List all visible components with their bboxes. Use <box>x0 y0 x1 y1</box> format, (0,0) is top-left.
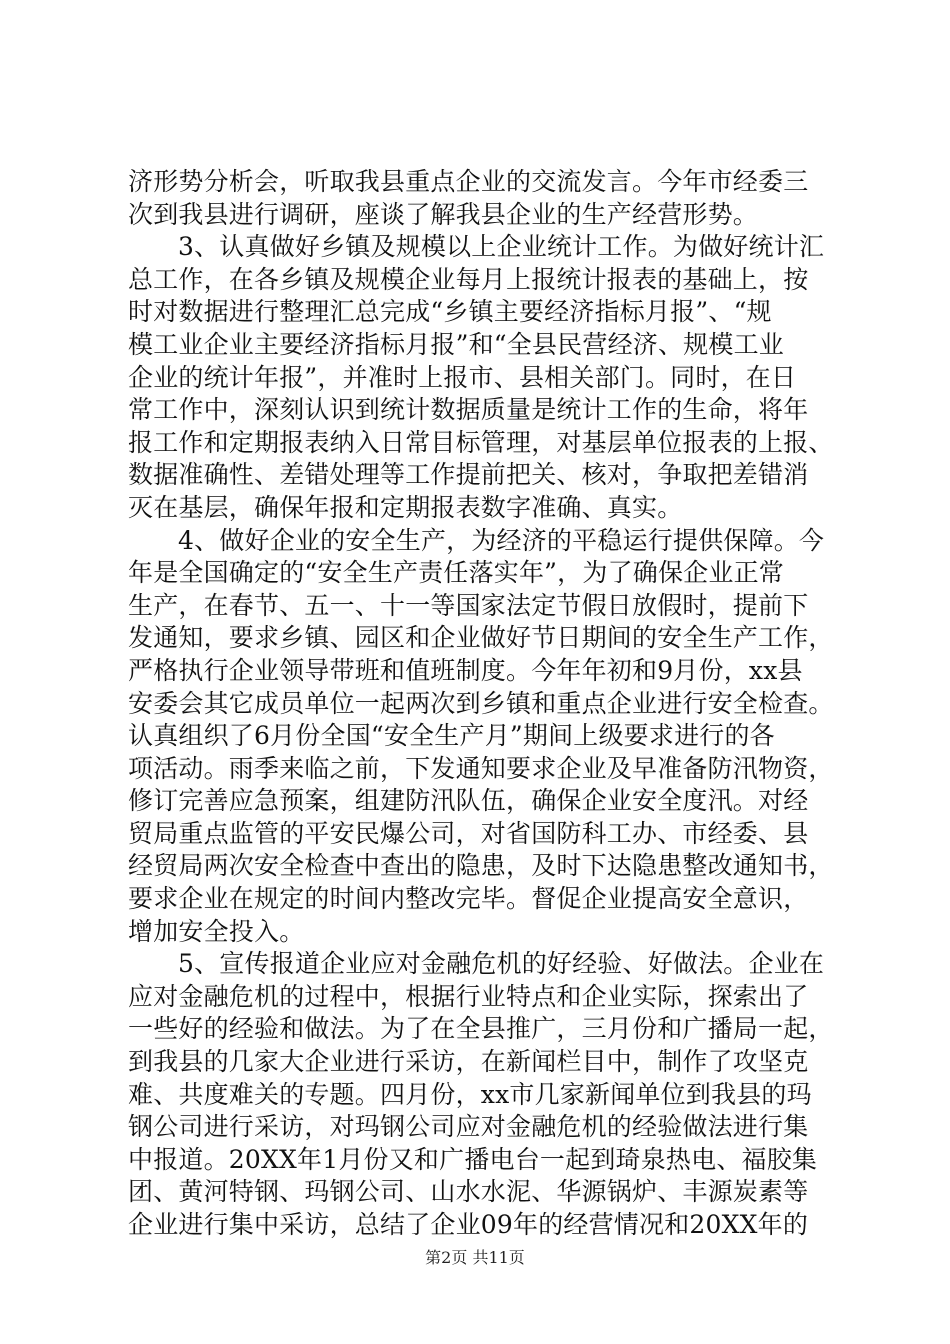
text-line: 企业进行集中采访，总结了企业09年的经营情况和20XX年的 <box>128 1210 809 1239</box>
text-line: 中报道。20XX年1月份又和广播电台一起到琦泉热电、福胶集 <box>128 1144 818 1174</box>
text-line: 3、认真做好乡镇及规模以上企业统计工作。为做好统计汇 <box>178 232 825 262</box>
text-line: 数据准确性、差错处理等工作提前把关、核对，争取把差错消 <box>128 460 809 490</box>
text-line: 企业的统计年报”，并准时上报市、县相关部门。同时，在日 <box>128 362 797 392</box>
text-line: 总工作，在各乡镇及规模企业每月上报统计报表的基础上，按 <box>128 264 809 294</box>
text-line: 年是全国确定的“安全生产责任落实年”，为了确保企业正常 <box>128 558 784 588</box>
text-line: 生产，在春节、五一、十一等国家法定节假日放假时，提前下 <box>128 590 809 620</box>
page-footer: 第2页 共11页 <box>425 1248 525 1267</box>
text-line: 修订完善应急预案，组建防汛队伍，确保企业安全度汛。对经 <box>128 786 809 816</box>
text-line: 项活动。雨季来临之前，下发通知要求企业及早准备防汛物资， <box>128 753 834 783</box>
text-line: 团、黄河特钢、玛钢公司、山水水泥、华源锅炉、丰源炭素等 <box>128 1177 809 1207</box>
text-line: 安委会其它成员单位一起两次到乡镇和重点企业进行安全检查。 <box>128 688 834 718</box>
text-line: 5、宣传报道企业应对金融危机的好经验、好做法。企业在 <box>178 949 825 979</box>
text-line: 增加安全投入。 <box>128 916 305 946</box>
text-line: 经贸局两次安全检查中查出的隐患，及时下达隐患整改通知书， <box>128 851 834 881</box>
text-line: 一些好的经验和做法。为了在全县推广，三月份和广播局一起， <box>128 1014 834 1044</box>
text-line: 报工作和定期报表纳入日常目标管理，对基层单位报表的上报、 <box>128 427 834 457</box>
text-line: 灭在基层，确保年报和定期报表数字准确、真实。 <box>128 492 683 522</box>
text-line: 次到我县进行调研，座谈了解我县企业的生产经营形势。 <box>128 199 759 229</box>
text-line: 济形势分析会，听取我县重点企业的交流发言。今年市经委三 <box>128 167 809 196</box>
document-body <box>128 166 848 1242</box>
text-line: 常工作中，深刻认识到统计数据质量是统计工作的生命，将年 <box>128 395 809 425</box>
text-line: 钢公司进行采访，对玛钢公司应对金融危机的经验做法进行集 <box>128 1112 809 1142</box>
text-line: 到我县的几家大企业进行采访，在新闻栏目中，制作了攻坚克 <box>128 1047 809 1077</box>
text-line: 贸局重点监管的平安民爆公司，对省国防科工办、市经委、县 <box>128 818 809 848</box>
text-line: 模工业企业主要经济指标月报”和“全县民营经济、规模工业 <box>128 329 784 359</box>
text-line: 要求企业在规定的时间内整改完毕。督促企业提高安全意识， <box>128 884 809 914</box>
text-line: 认真组织了6月份全国“安全生产月”期间上级要求进行的各 <box>128 721 775 751</box>
text-line: 发通知，要求乡镇、园区和企业做好节日期间的安全生产工作， <box>128 623 834 653</box>
text-line: 严格执行企业领导带班和值班制度。今年年初和9月份，xx县 <box>128 655 803 685</box>
text-line: 时对数据进行整理汇总完成“乡镇主要经济指标月报”、“规 <box>128 297 772 327</box>
text-line: 难、共度难关的专题。四月份，xx市几家新闻单位到我县的玛 <box>128 1079 812 1109</box>
text-line: 应对金融危机的过程中，根据行业特点和企业实际，探索出了 <box>128 981 809 1011</box>
text-line: 4、做好企业的安全生产，为经济的平稳运行提供保障。今 <box>178 525 825 555</box>
